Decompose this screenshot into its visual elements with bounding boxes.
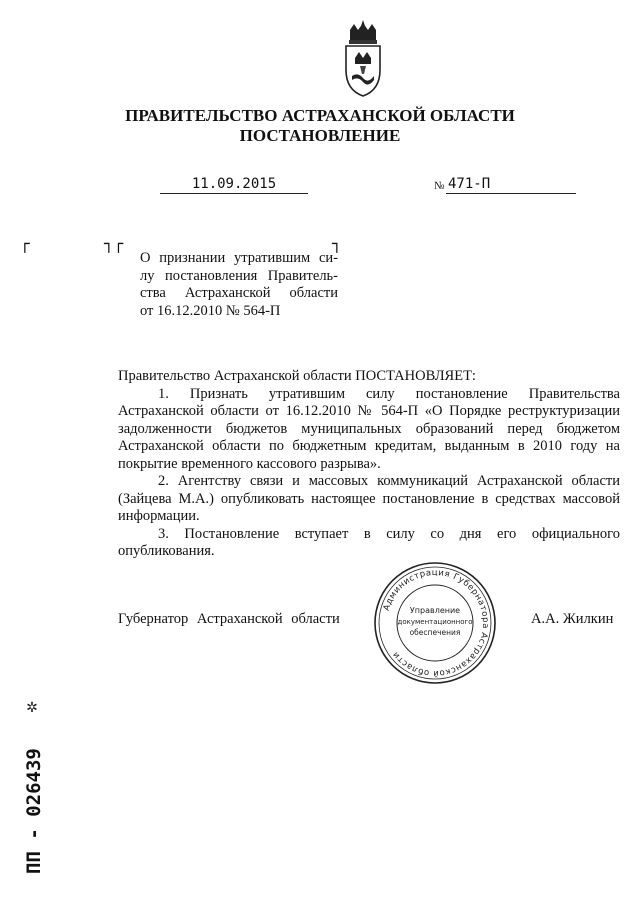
side-serial-code — [14, 700, 50, 876]
government-heading: ПРАВИТЕЛЬСТВО АСТРАХАНСКОЙ ОБЛАСТИ — [125, 106, 515, 125]
coat-of-arms-emblem — [340, 18, 386, 98]
preamble: Правительство Астраханской области ПОСТАНОВЛЯЕТ: — [118, 368, 476, 384]
clause-3: 3. Постановление вступает в силу со дня его официального опубликования. — [118, 525, 620, 559]
serial-number: ПП - 026439 — [23, 748, 45, 874]
stamp-line-3: обеспечения — [409, 628, 461, 637]
corner-mark-top-mid: ┐┌ — [104, 234, 124, 253]
signatory-position: Губернатор Астраханской области — [118, 611, 340, 627]
ornament-icon: ✲ — [26, 700, 38, 716]
title-line: О признании утратившим си- — [140, 250, 338, 266]
document-body — [118, 368, 620, 561]
clause-1: 1. Признать утратившим силу постановление Правительства Астраханской области от 16.12.2010 № 564-П «О Порядке реструктуризации задолженности бюджетов муниципальных образований перед бюджетом Астраханской области по бюджетным кредитам, выданным в 2010 году на покрытие временного кассового разрыва». — [118, 385, 620, 472]
signatory-name: А.А. Жилкин — [531, 611, 614, 627]
corner-mark-top-right: ┐ — [332, 234, 342, 253]
document-title — [140, 250, 338, 320]
document-date: 11.09.2015 — [160, 176, 308, 194]
clause-2: 2. Агентству связи и массовых коммуникаций Астраханской области (Зайцева М.А.) опубликовать настоящее постановление в средствах массовой информации. — [118, 473, 620, 524]
official-stamp — [372, 560, 498, 686]
title-line: от 16.12.2010 № 564-П — [140, 302, 281, 319]
title-line: лу постановления Правитель- — [140, 267, 338, 284]
corner-mark-top-left: ┌ — [20, 234, 30, 253]
document-number: 471-П — [446, 176, 576, 194]
stamp-line-2: документационного — [397, 618, 473, 626]
stamp-line-1: Управление — [409, 606, 461, 615]
number-sign: № — [434, 180, 445, 192]
title-line: ства Астраханской области — [140, 285, 338, 301]
document-type-heading: ПОСТАНОВЛЕНИЕ — [239, 126, 401, 145]
stamp-outer-text: Администрация Губернатора Астраханской области — [381, 567, 491, 679]
